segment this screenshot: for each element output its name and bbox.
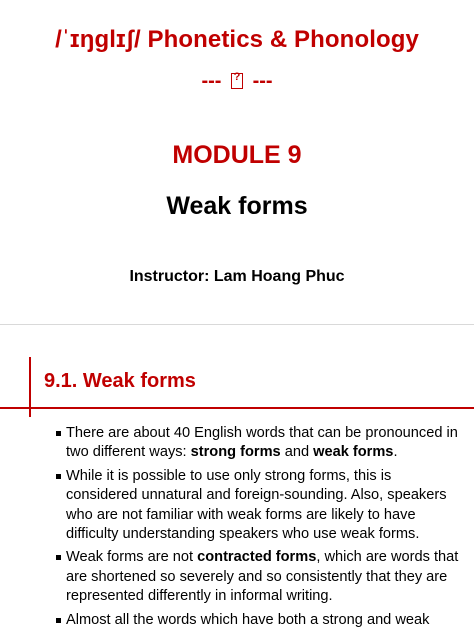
bullet-list (56, 424, 466, 632)
subtitle-dashes-left: --- (201, 70, 222, 92)
section-heading: 9.1. Weak forms (44, 370, 196, 392)
missing-glyph-icon (231, 73, 243, 89)
strong-forms-term: strong forms (190, 444, 281, 461)
section-horizontal-rule (0, 407, 474, 409)
contracted-forms-term: contracted forms (197, 549, 317, 566)
course-title: /ˈɪŋglɪʃ/ Phonetics & Phonology (55, 26, 419, 53)
subtitle-dashes-right: --- (252, 70, 273, 92)
weak-forms-term: weak forms (313, 444, 394, 461)
list-item: There are about 40 English words that can be pronounced in two different ways: strong forms and weak forms. (56, 424, 466, 463)
list-item: While it is possible to use only strong forms, this is considered unnatural and foreign-sounding. Also, speakers who are not familiar with weak forms are likely to have difficulty understanding speakers who use weak forms. (56, 467, 466, 545)
list-item: Weak forms are not contracted forms, which are words that are shortened so severely and so consistently that they are represented differently in informal writing. (56, 548, 466, 606)
module-label: MODULE 9 (172, 141, 302, 169)
section-vertical-rule (29, 357, 31, 417)
course-subtitle (0, 70, 474, 93)
list-item: Almost all the words which have both a strong and weak (56, 611, 466, 630)
instructor-name: Instructor: Lam Hoang Phuc (129, 268, 345, 285)
topic-title: Weak forms (166, 192, 308, 220)
slide-divider (0, 324, 474, 325)
